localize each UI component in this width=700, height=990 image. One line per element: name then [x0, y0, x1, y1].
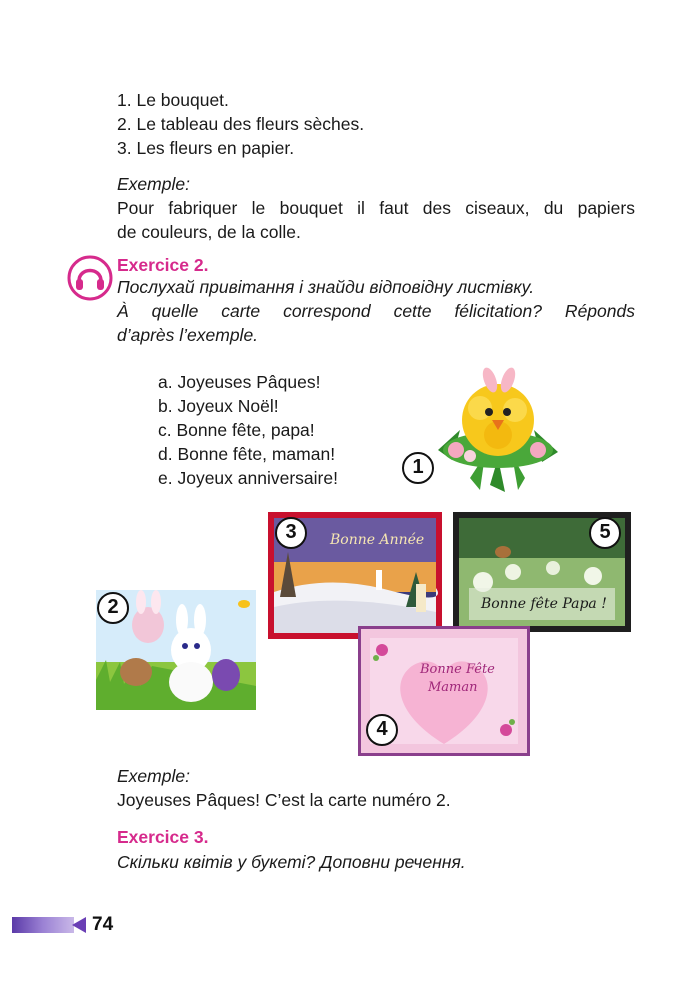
option-item: a. Joyeuses Pâques! — [158, 372, 321, 392]
example-label: Exemple: — [117, 766, 190, 786]
exercise-2-instruction-fr: d’après l’exemple. — [117, 325, 259, 345]
card-4-caption-line2: Maman — [428, 680, 478, 695]
exercise-2-instruction-fr: À quelle carte correspond cette félicitation? Réponds — [117, 301, 635, 321]
card-number-badge: 2 — [97, 592, 129, 624]
card-1-chick-bouquet — [430, 360, 565, 495]
exercise-3-instruction-uk: Скільки квітів у букеті? Доповни речення. — [117, 852, 466, 872]
page-number-bar — [12, 917, 74, 933]
option-item: d. Bonne fête, maman! — [158, 444, 336, 464]
option-item: c. Bonne fête, papa! — [158, 420, 315, 440]
list-item: 3. Les fleurs en papier. — [117, 138, 295, 158]
card-4-caption-line1: Bonne Fête — [420, 662, 495, 677]
example-text: Joyeuses Pâques! C’est la carte numéro 2. — [117, 790, 451, 810]
card-3-caption: Bonne Année — [330, 532, 425, 548]
card-number-badge: 3 — [275, 517, 307, 549]
list-item: 1. Le bouquet. — [117, 90, 229, 110]
exercise-2-instruction-uk: Послухай привітання і знайди відповідну листівку. — [117, 277, 535, 297]
page-number: 74 — [92, 914, 114, 935]
example-text-line: de couleurs, de la colle. — [117, 222, 301, 242]
card-number-badge: 4 — [366, 714, 398, 746]
option-item: b. Joyeux Noël! — [158, 396, 279, 416]
exercise-2-title: Exercice 2. — [117, 255, 209, 275]
card-number-badge: 5 — [589, 517, 621, 549]
card-number-badge: 1 — [402, 452, 434, 484]
chick-bouquet-illustration — [430, 360, 565, 495]
headphones-icon — [67, 255, 113, 301]
list-item: 2. Le tableau des fleurs sèches. — [117, 114, 365, 134]
example-text-line: Pour fabriquer le bouquet il faut des ciseaux, du papiers — [117, 198, 635, 218]
exercise-3-title: Exercice 3. — [117, 827, 209, 847]
page-arrow-icon — [72, 917, 86, 933]
card-5-caption: Bonne fête Papa ! — [481, 596, 607, 612]
option-item: e. Joyeux anniversaire! — [158, 468, 338, 488]
example-label: Exemple: — [117, 174, 190, 194]
